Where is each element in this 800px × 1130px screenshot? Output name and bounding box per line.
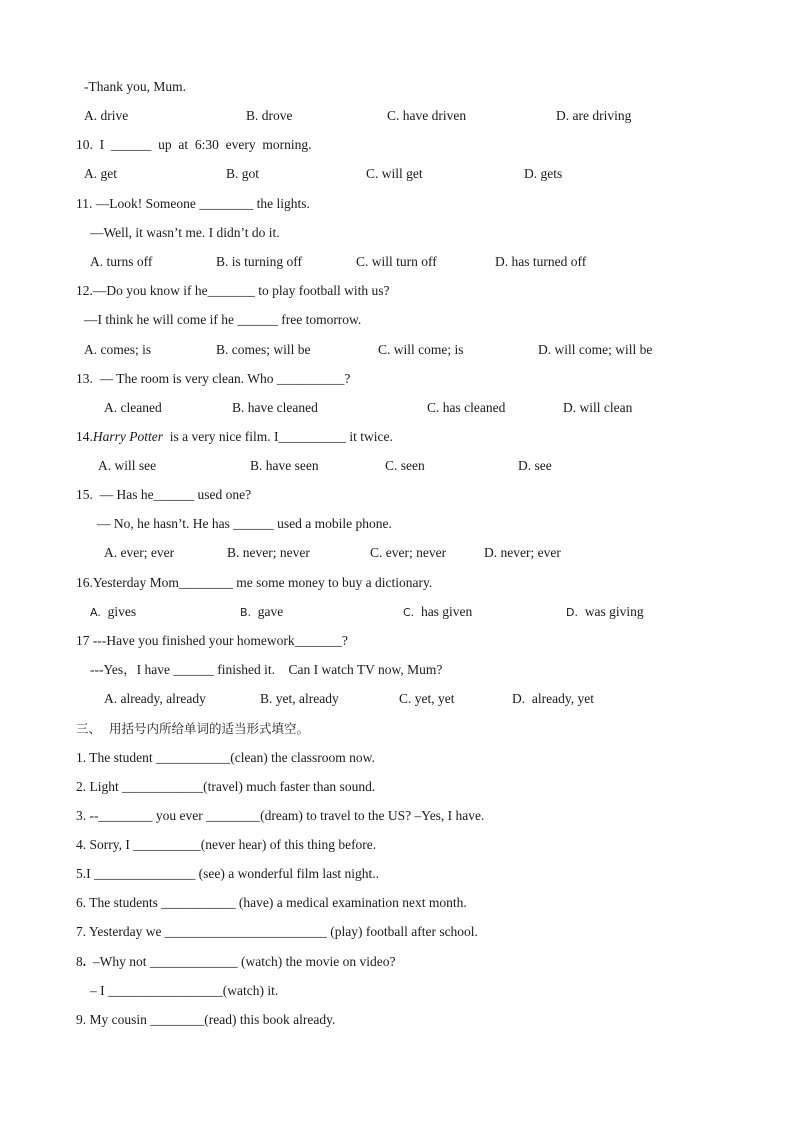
fill-item-8-text: –Why not _____________ (watch) the movie on video? bbox=[86, 954, 396, 969]
q17-option-b: B. yet, already bbox=[260, 691, 339, 706]
question-12: 12.—Do you know if he_______ to play football with us? bbox=[76, 283, 390, 298]
q11-option-d: D. has turned off bbox=[495, 254, 587, 269]
q9-option-d: D. are driving bbox=[556, 108, 632, 123]
q16-word-b: gave bbox=[257, 604, 284, 619]
q16-letter-b: B. bbox=[240, 606, 252, 619]
dialogue-line: -Thank you, Mum. bbox=[84, 79, 186, 94]
section-3-heading: 三、 用括号内所给单词的适当形式填空。 bbox=[76, 721, 309, 736]
q16-word-a: gives bbox=[107, 604, 137, 619]
q17-option-c: C. yet, yet bbox=[399, 691, 455, 706]
fill-item-1: 1. The student ___________(clean) the classroom now. bbox=[76, 750, 375, 765]
question-11-reply: —Well, it wasn’t me. I didn’t do it. bbox=[90, 225, 280, 240]
q14-option-d: D. see bbox=[518, 458, 552, 473]
q10-option-d: D. gets bbox=[524, 166, 563, 181]
q16-option-a bbox=[90, 603, 136, 622]
q9-option-c: C. have driven bbox=[387, 108, 467, 123]
q15-option-b: B. never; never bbox=[227, 545, 310, 560]
question-14-number: 14. bbox=[76, 429, 93, 444]
question-12-reply: —I think he will come if he ______ free tomorrow. bbox=[84, 312, 362, 327]
fill-item-6: 6. The students ___________ (have) a medical examination next month. bbox=[76, 895, 467, 910]
q13-option-c: C. has cleaned bbox=[427, 400, 506, 415]
q12-option-d: D. will come; will be bbox=[538, 342, 653, 357]
q11-option-c: C. will turn off bbox=[356, 254, 437, 269]
fill-item-2: 2. Light ____________(travel) much faster than sound. bbox=[76, 779, 376, 794]
fill-item-8-number: 8 bbox=[76, 954, 83, 969]
q16-word-c: has given bbox=[420, 604, 473, 619]
question-10: 10. I ______ up at 6:30 every morning. bbox=[76, 137, 312, 152]
question-14-text: is a very nice film. I__________ it twice. bbox=[163, 429, 393, 444]
q13-option-b: B. have cleaned bbox=[232, 400, 318, 415]
q12-option-b: B. comes; will be bbox=[216, 342, 311, 357]
q10-option-c: C. will get bbox=[366, 166, 423, 181]
fill-item-4: 4. Sorry, I __________(never hear) of this thing before. bbox=[76, 837, 377, 852]
question-14 bbox=[76, 428, 393, 446]
q17-option-a: A. already, already bbox=[104, 691, 206, 706]
q12-option-a: A. comes; is bbox=[84, 342, 152, 357]
q17-option-d: D. already, yet bbox=[512, 691, 594, 706]
q13-option-d: D. will clean bbox=[563, 400, 633, 415]
q15-option-d: D. never; ever bbox=[484, 545, 561, 560]
fill-item-9: 9. My cousin ________(read) this book already. bbox=[76, 1012, 336, 1027]
q16-option-c bbox=[403, 603, 472, 622]
q14-option-a: A. will see bbox=[98, 458, 157, 473]
q16-word-d: was giving bbox=[584, 604, 644, 619]
q16-letter-a: A. bbox=[90, 606, 101, 619]
q13-option-a: A. cleaned bbox=[104, 400, 162, 415]
q16-option-b bbox=[240, 603, 283, 622]
question-13: 13. — The room is very clean. Who __________? bbox=[76, 371, 351, 386]
q15-option-a: A. ever; ever bbox=[104, 545, 175, 560]
fill-item-7: 7. Yesterday we ________________________ (play) football after school. bbox=[76, 924, 478, 939]
fill-item-3: 3. --________ you ever ________(dream) to travel to the US? –Yes, I have. bbox=[76, 808, 485, 823]
q11-option-b: B. is turning off bbox=[216, 254, 303, 269]
q11-option-a: A. turns off bbox=[90, 254, 153, 269]
question-17-reply: ---Yes，I have ______ finished it. Can I watch TV now, Mum? bbox=[90, 662, 443, 677]
q9-option-a: A. drive bbox=[84, 108, 129, 123]
question-15: 15. — Has he______ used one? bbox=[76, 487, 252, 502]
question-16: 16.Yesterday Mom________ me some money to buy a dictionary. bbox=[76, 575, 433, 590]
question-14-title: Harry Potter bbox=[92, 429, 163, 444]
fill-item-5: 5.I _______________ (see) a wonderful film last night.. bbox=[76, 866, 379, 881]
q16-option-d bbox=[566, 603, 644, 622]
q12-option-c: C. will come; is bbox=[378, 342, 464, 357]
q14-option-c: C. seen bbox=[385, 458, 425, 473]
question-15-reply: — No, he hasn’t. He has ______ used a mobile phone. bbox=[97, 516, 392, 531]
q15-option-c: C. ever; never bbox=[370, 545, 447, 560]
q16-letter-d: D. bbox=[566, 606, 578, 619]
question-17: 17 ---Have you finished your homework_______? bbox=[76, 633, 348, 648]
question-11: 11. —Look! Someone ________ the lights. bbox=[76, 196, 310, 211]
fill-item-8-dot: . bbox=[82, 954, 87, 969]
q10-option-b: B. got bbox=[226, 166, 260, 181]
fill-item-8 bbox=[76, 953, 395, 971]
q9-option-b: B. drove bbox=[246, 108, 293, 123]
q16-letter-c: C. bbox=[403, 606, 415, 619]
q14-option-b: B. have seen bbox=[250, 458, 319, 473]
q10-option-a: A. get bbox=[84, 166, 117, 181]
fill-item-8-reply: – I _________________(watch) it. bbox=[90, 983, 279, 998]
